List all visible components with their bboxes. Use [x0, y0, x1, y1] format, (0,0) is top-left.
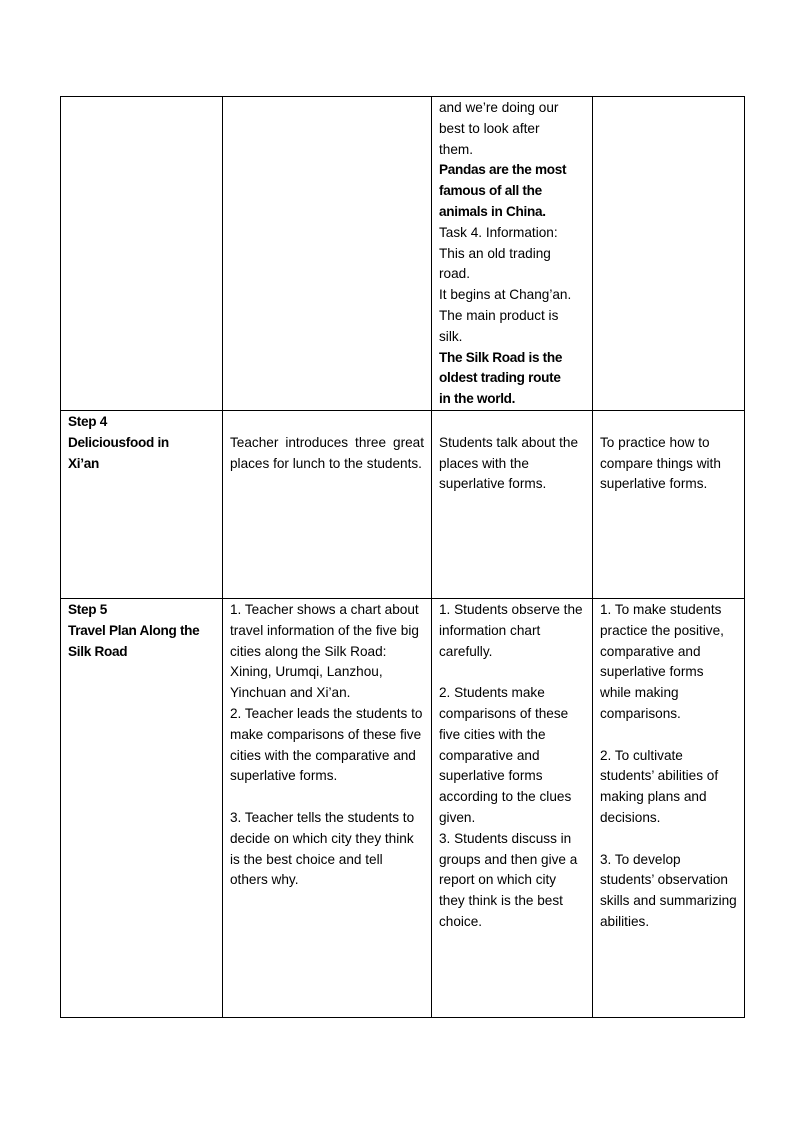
table-row: [61, 411, 745, 599]
table-row: [61, 599, 745, 1018]
step-label: Step 5: [68, 602, 107, 617]
purpose-cell: [593, 411, 745, 599]
step-title: Xi’an: [68, 455, 99, 471]
step-title: Travel Plan Along the: [68, 622, 200, 638]
cell-line: This an old trading: [439, 245, 551, 261]
purpose-item: 3. To develop students’ observation skills and summarizing abilities.: [600, 851, 737, 929]
step-cell: [61, 97, 223, 411]
purpose-text: To practice how to compare things with superlative forms.: [600, 434, 721, 492]
teacher-activity-cell: [223, 599, 432, 1018]
cell-line: best to look after: [439, 120, 540, 136]
cell-line-bold: The Silk Road is the: [439, 349, 563, 365]
step-title: Silk Road: [68, 643, 128, 659]
student-activity-text: Students talk about the places with the superlative forms.: [439, 434, 579, 492]
teacher-activity-cell: [223, 411, 432, 599]
cell-line: silk.: [439, 328, 463, 344]
teacher-activity-item: 2. Teacher leads the students to make comparisons of these five cities with the comparative and superlative forms.: [230, 705, 423, 784]
student-activity-cell: [432, 411, 593, 599]
purpose-cell: [593, 97, 745, 411]
cell-line-bold: oldest trading route: [439, 370, 561, 386]
step-cell: [61, 411, 223, 599]
student-activity-item: 2. Students make comparisons of these five cities with the comparative and superlative forms according to the clues given.: [439, 685, 572, 825]
student-activity-cell: [432, 599, 593, 1018]
teacher-activity-text: Teacher introduces three great places for lunch to the students.: [230, 434, 424, 471]
step-label: Step 4: [68, 414, 107, 429]
cell-line: The main product is: [439, 307, 559, 323]
step-title: Deliciousfood in: [68, 434, 169, 450]
cell-line: them.: [439, 141, 473, 157]
lesson-plan-table: [60, 96, 745, 1018]
cell-line-bold: in the world.: [439, 391, 516, 407]
purpose-cell: [593, 599, 745, 1018]
student-activity-item: 1. Students observe the information chart carefully.: [439, 602, 583, 659]
cell-line-bold: animals in China.: [439, 203, 546, 219]
cell-line: and we’re doing our: [439, 100, 559, 115]
teacher-activity-item: 3. Teacher tells the students to decide on which city they think is the best choice and tell others why.: [230, 809, 415, 888]
purpose-item: 1. To make students practice the positive, comparative and superlative forms while making comparisons.: [600, 602, 724, 721]
student-activity-cell: [432, 97, 593, 411]
cell-line-bold: famous of all the: [439, 183, 542, 199]
teacher-activity-item: 1. Teacher shows a chart about travel information of the five big cities along the Silk Road: Xining, Urumqi, Lanzhou, Yinchuan and Xi’an.: [230, 602, 419, 701]
purpose-item: 2. To cultivate students’ abilities of making plans and decisions.: [600, 747, 719, 825]
step-cell: [61, 599, 223, 1018]
table-row: [61, 97, 745, 411]
cell-line-bold: Pandas are the most: [439, 162, 567, 178]
cell-line: Task 4. Information:: [439, 224, 558, 240]
cell-line: It begins at Chang’an.: [439, 287, 572, 303]
teacher-activity-cell: [223, 97, 432, 411]
cell-line: road.: [439, 266, 470, 282]
student-activity-item: 3. Students discuss in groups and then give a report on which city they think is the best choice.: [439, 830, 578, 929]
